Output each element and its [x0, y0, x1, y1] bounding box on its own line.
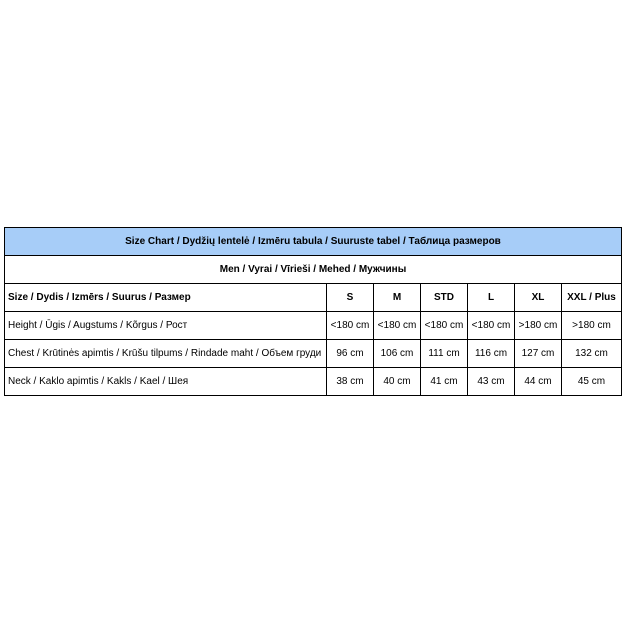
header-size-m: M — [374, 284, 421, 312]
header-size-l: L — [468, 284, 515, 312]
table-cell: 43 cm — [468, 368, 515, 396]
header-size-xxl-plus: XXL / Plus — [562, 284, 622, 312]
table-cell: <180 cm — [468, 312, 515, 340]
table-cell: 132 cm — [562, 340, 622, 368]
table-cell: 111 cm — [421, 340, 468, 368]
table-row-height — [5, 312, 622, 340]
table-cell: 96 cm — [327, 340, 374, 368]
table-cell: 127 cm — [515, 340, 562, 368]
table-header-row — [5, 284, 622, 312]
table-group-row — [5, 256, 622, 284]
table-cell: >180 cm — [562, 312, 622, 340]
table-cell: 106 cm — [374, 340, 421, 368]
table-cell: <180 cm — [327, 312, 374, 340]
table-row-neck — [5, 368, 622, 396]
table-cell: 44 cm — [515, 368, 562, 396]
table-cell: >180 cm — [515, 312, 562, 340]
header-size-std: STD — [421, 284, 468, 312]
header-size-label: Size / Dydis / Izmērs / Suurus / Размер — [5, 284, 327, 312]
table-cell: 45 cm — [562, 368, 622, 396]
table-cell: 116 cm — [468, 340, 515, 368]
row-label: Height / Ūgis / Augstums / Kõrgus / Рост — [5, 312, 327, 340]
table-cell: 38 cm — [327, 368, 374, 396]
size-chart-table — [4, 227, 622, 396]
header-size-s: S — [327, 284, 374, 312]
header-size-xl: XL — [515, 284, 562, 312]
table-cell: 40 cm — [374, 368, 421, 396]
row-label: Neck / Kaklo apimtis / Kakls / Kael / Шея — [5, 368, 327, 396]
table-cell: 41 cm — [421, 368, 468, 396]
table-cell: <180 cm — [421, 312, 468, 340]
table-title: Size Chart / Dydžių lentelė / Izmēru tabula / Suuruste tabel / Таблица размеров — [5, 228, 622, 256]
table-title-row — [5, 228, 622, 256]
table-row-chest — [5, 340, 622, 368]
row-label: Chest / Krūtinės apimtis / Krūšu tilpums / Rindade maht / Объем груди — [5, 340, 327, 368]
table-cell: <180 cm — [374, 312, 421, 340]
table-group-label: Men / Vyrai / Vīrieši / Mehed / Мужчины — [5, 256, 622, 284]
